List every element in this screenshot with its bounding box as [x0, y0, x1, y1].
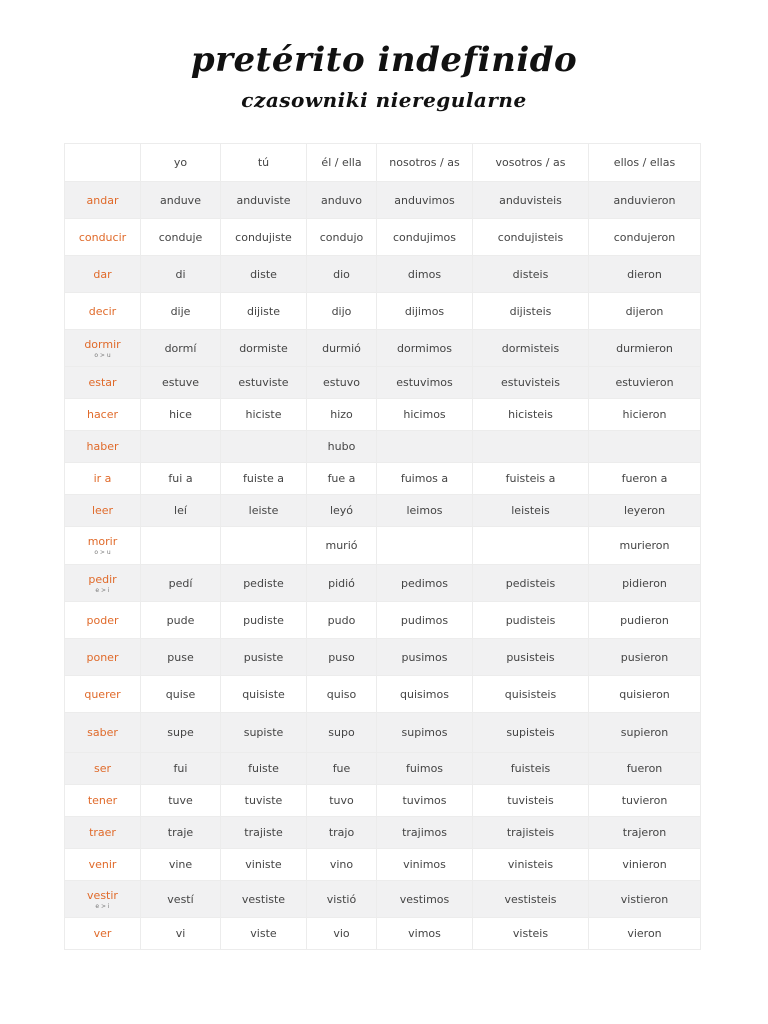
column-header: ellos / ellas: [589, 144, 701, 182]
verb-cell: [65, 431, 141, 463]
conjugation-cell: vinieron: [589, 849, 701, 881]
conjugation-cell: hice: [141, 399, 221, 431]
conjugation-cell: durmieron: [589, 330, 701, 367]
conjugation-cell: vinimos: [377, 849, 473, 881]
conjugation-cell: di: [141, 256, 221, 293]
conjugation-cell: leyeron: [589, 495, 701, 527]
conjugation-cell: hizo: [307, 399, 377, 431]
conjugation-cell: dimos: [377, 256, 473, 293]
verb-infinitive: ir a: [93, 472, 112, 485]
conjugation-cell: pude: [141, 602, 221, 639]
conjugation-cell: fueron: [589, 753, 701, 785]
conjugation-cell: dormisteis: [473, 330, 589, 367]
conjugation-cell: pusimos: [377, 639, 473, 676]
conjugation-cell: tuvieron: [589, 785, 701, 817]
conjugation-cell: anduviste: [221, 182, 307, 219]
conjugation-cell: durmió: [307, 330, 377, 367]
conjugation-cell: quisieron: [589, 676, 701, 713]
table-row: [65, 713, 701, 753]
conjugation-cell: quisimos: [377, 676, 473, 713]
conjugation-cell: [589, 431, 701, 463]
conjugation-cell: supiste: [221, 713, 307, 753]
conjugation-cell: hicisteis: [473, 399, 589, 431]
conjugation-cell: puse: [141, 639, 221, 676]
conjugation-cell: tuvimos: [377, 785, 473, 817]
conjugation-cell: vio: [307, 918, 377, 950]
verb-cell: [65, 463, 141, 495]
verb-infinitive: dormir: [84, 337, 121, 351]
verb-cell: [65, 495, 141, 527]
conjugation-cell: anduve: [141, 182, 221, 219]
table-row: [65, 785, 701, 817]
verb-cell: [65, 256, 141, 293]
conjugation-cell: dijo: [307, 293, 377, 330]
conjugation-cell: vestisteis: [473, 881, 589, 918]
conjugation-cell: tuviste: [221, 785, 307, 817]
conjugation-cell: anduvo: [307, 182, 377, 219]
vowel-change-note: e > i: [95, 586, 110, 594]
conjugation-cell: dieron: [589, 256, 701, 293]
conjugation-cell: quise: [141, 676, 221, 713]
conjugation-cell: fuiste a: [221, 463, 307, 495]
table-row: [65, 182, 701, 219]
conjugation-cell: pudo: [307, 602, 377, 639]
verb-cell: [65, 639, 141, 676]
conjugation-cell: fue: [307, 753, 377, 785]
conjugation-cell: vi: [141, 918, 221, 950]
conjugation-cell: quiso: [307, 676, 377, 713]
conjugation-cell: vieron: [589, 918, 701, 950]
conjugation-cell: trajiste: [221, 817, 307, 849]
verb-cell: [65, 785, 141, 817]
conjugation-cell: pusisteis: [473, 639, 589, 676]
conjugation-cell: fui: [141, 753, 221, 785]
header-row: [65, 144, 701, 182]
verb-cell: [65, 849, 141, 881]
table-row: [65, 602, 701, 639]
conjugation-cell: fuiste: [221, 753, 307, 785]
conjugation-cell: quisiste: [221, 676, 307, 713]
conjugation-cell: pedimos: [377, 565, 473, 602]
verb-infinitive: saber: [87, 726, 118, 739]
table-row: [65, 463, 701, 495]
conjugation-cell: fuisteis a: [473, 463, 589, 495]
conjugation-cell: tuvo: [307, 785, 377, 817]
conjugation-cell: [141, 527, 221, 565]
verb-cell: [65, 602, 141, 639]
verb-infinitive: ver: [93, 927, 112, 940]
column-header: nosotros / as: [377, 144, 473, 182]
verb-cell: [65, 399, 141, 431]
conjugation-cell: vistió: [307, 881, 377, 918]
conjugation-cell: supieron: [589, 713, 701, 753]
conjugation-cell: pusiste: [221, 639, 307, 676]
conjugation-cell: vine: [141, 849, 221, 881]
conjugation-cell: viste: [221, 918, 307, 950]
conjugation-cell: dije: [141, 293, 221, 330]
conjugation-cell: estuvisteis: [473, 367, 589, 399]
table-row: [65, 849, 701, 881]
conjugation-cell: hicieron: [589, 399, 701, 431]
vowel-change-note: o > u: [94, 351, 111, 359]
conjugation-cell: supo: [307, 713, 377, 753]
conjugation-cell: estuvo: [307, 367, 377, 399]
conjugation-cell: pedisteis: [473, 565, 589, 602]
verb-cell: [65, 565, 141, 602]
conjugation-cell: [377, 527, 473, 565]
verb-infinitive: morir: [87, 535, 118, 548]
conjugation-cell: trajimos: [377, 817, 473, 849]
vowel-change-note: e > i: [95, 902, 110, 910]
conjugation-cell: fue a: [307, 463, 377, 495]
verb-cell: [65, 367, 141, 399]
conjugation-cell: vino: [307, 849, 377, 881]
table-row: [65, 918, 701, 950]
verb-cell: [65, 753, 141, 785]
conjugation-cell: hiciste: [221, 399, 307, 431]
conjugation-cell: fuisteis: [473, 753, 589, 785]
table-row: [65, 817, 701, 849]
conjugation-cell: dijisteis: [473, 293, 589, 330]
table-row: [65, 676, 701, 713]
conjugation-cell: [141, 431, 221, 463]
conjugation-cell: dormí: [141, 330, 221, 367]
conjugation-cell: quisisteis: [473, 676, 589, 713]
conjugation-cell: dormiste: [221, 330, 307, 367]
conjugation-cell: trajisteis: [473, 817, 589, 849]
conjugation-cell: condujeron: [589, 219, 701, 256]
verb-infinitive: andar: [86, 193, 119, 207]
conjugation-cell: anduvieron: [589, 182, 701, 219]
conjugation-table: [64, 143, 701, 950]
conjugation-cell: hubo: [307, 431, 377, 463]
table-row: [65, 881, 701, 918]
verb-cell: [65, 676, 141, 713]
column-header: yo: [141, 144, 221, 182]
conjugation-cell: pusieron: [589, 639, 701, 676]
conjugation-cell: [221, 527, 307, 565]
conjugation-cell: anduvimos: [377, 182, 473, 219]
conjugation-cell: [473, 431, 589, 463]
header-corner: [65, 144, 141, 182]
conjugation-cell: tuvisteis: [473, 785, 589, 817]
conjugation-cell: dijeron: [589, 293, 701, 330]
verb-infinitive: venir: [88, 858, 117, 871]
vowel-change-note: o > u: [94, 549, 111, 556]
conjugation-cell: pidieron: [589, 565, 701, 602]
conjugation-cell: conduje: [141, 219, 221, 256]
table-row: [65, 330, 701, 367]
table-row: [65, 639, 701, 676]
verb-infinitive: traer: [89, 826, 116, 839]
conjugation-cell: traje: [141, 817, 221, 849]
verb-infinitive: vestir: [87, 888, 118, 902]
conjugation-cell: puso: [307, 639, 377, 676]
table-row: [65, 753, 701, 785]
conjugation-cell: vimos: [377, 918, 473, 950]
conjugation-cell: [221, 431, 307, 463]
conjugation-cell: pudiste: [221, 602, 307, 639]
table-row: [65, 256, 701, 293]
verb-infinitive: decir: [88, 304, 117, 318]
conjugation-cell: leyó: [307, 495, 377, 527]
conjugation-cell: trajo: [307, 817, 377, 849]
conjugation-cell: [377, 431, 473, 463]
conjugation-cell: estuvieron: [589, 367, 701, 399]
conjugation-cell: condujimos: [377, 219, 473, 256]
table-row: [65, 495, 701, 527]
conjugation-cell: vestimos: [377, 881, 473, 918]
verb-infinitive: tener: [87, 794, 118, 807]
table-row: [65, 399, 701, 431]
conjugation-cell: hicimos: [377, 399, 473, 431]
conjugation-cell: fuimos a: [377, 463, 473, 495]
verb-infinitive: dar: [93, 267, 112, 281]
conjugation-cell: pudieron: [589, 602, 701, 639]
conjugation-cell: leiste: [221, 495, 307, 527]
verb-infinitive: hacer: [86, 408, 119, 421]
column-header: él / ella: [307, 144, 377, 182]
conjugation-cell: vestí: [141, 881, 221, 918]
conjugation-cell: estuviste: [221, 367, 307, 399]
verb-cell: [65, 330, 141, 367]
verb-infinitive: querer: [84, 687, 121, 701]
conjugation-cell: fui a: [141, 463, 221, 495]
verb-cell: [65, 527, 141, 565]
conjugation-cell: pudisteis: [473, 602, 589, 639]
conjugation-cell: dormimos: [377, 330, 473, 367]
conjugation-cell: supisteis: [473, 713, 589, 753]
page-subtitle: czasowniki nieregularne: [241, 88, 527, 112]
conjugation-cell: diste: [221, 256, 307, 293]
conjugation-cell: leimos: [377, 495, 473, 527]
conjugation-cell: murió: [307, 527, 377, 565]
verb-cell: [65, 293, 141, 330]
conjugation-cell: [473, 527, 589, 565]
conjugation-cell: murieron: [589, 527, 701, 565]
conjugation-cell: anduvisteis: [473, 182, 589, 219]
verb-cell: [65, 219, 141, 256]
verb-infinitive: estar: [88, 376, 117, 389]
table-row: [65, 527, 701, 565]
table-row: [65, 431, 701, 463]
table-row: [65, 293, 701, 330]
conjugation-cell: viniste: [221, 849, 307, 881]
verb-cell: [65, 817, 141, 849]
verb-infinitive: pedir: [88, 572, 117, 586]
conjugation-cell: pedí: [141, 565, 221, 602]
verb-cell: [65, 713, 141, 753]
conjugation-cell: pediste: [221, 565, 307, 602]
verb-infinitive: ser: [93, 762, 112, 775]
conjugation-cell: vestiste: [221, 881, 307, 918]
verb-infinitive: poder: [86, 613, 119, 627]
conjugation-cell: condujiste: [221, 219, 307, 256]
conjugation-cell: disteis: [473, 256, 589, 293]
conjugation-cell: leisteis: [473, 495, 589, 527]
conjugation-cell: vistieron: [589, 881, 701, 918]
conjugation-cell: trajeron: [589, 817, 701, 849]
conjugation-cell: dijimos: [377, 293, 473, 330]
conjugation-cell: tuve: [141, 785, 221, 817]
conjugation-cell: pudimos: [377, 602, 473, 639]
verb-cell: [65, 881, 141, 918]
conjugation-cell: fueron a: [589, 463, 701, 495]
conjugation-cell: condujisteis: [473, 219, 589, 256]
conjugation-cell: pidió: [307, 565, 377, 602]
conjugation-cell: condujo: [307, 219, 377, 256]
table-row: [65, 367, 701, 399]
column-header: tú: [221, 144, 307, 182]
conjugation-cell: estuvimos: [377, 367, 473, 399]
column-header: vosotros / as: [473, 144, 589, 182]
table-row: [65, 219, 701, 256]
conjugation-cell: supe: [141, 713, 221, 753]
page-title: pretérito indefinido: [190, 40, 578, 80]
verb-cell: [65, 918, 141, 950]
table-row: [65, 565, 701, 602]
conjugation-cell: supimos: [377, 713, 473, 753]
conjugation-cell: fuimos: [377, 753, 473, 785]
conjugation-cell: dijiste: [221, 293, 307, 330]
verb-cell: [65, 182, 141, 219]
verb-infinitive: haber: [86, 440, 119, 453]
verb-infinitive: conducir: [78, 230, 127, 244]
conjugation-cell: leí: [141, 495, 221, 527]
conjugation-cell: dio: [307, 256, 377, 293]
conjugation-cell: estuve: [141, 367, 221, 399]
conjugation-cell: visteis: [473, 918, 589, 950]
conjugation-cell: vinisteis: [473, 849, 589, 881]
verb-infinitive: poner: [86, 650, 119, 664]
verb-infinitive: leer: [91, 504, 114, 517]
